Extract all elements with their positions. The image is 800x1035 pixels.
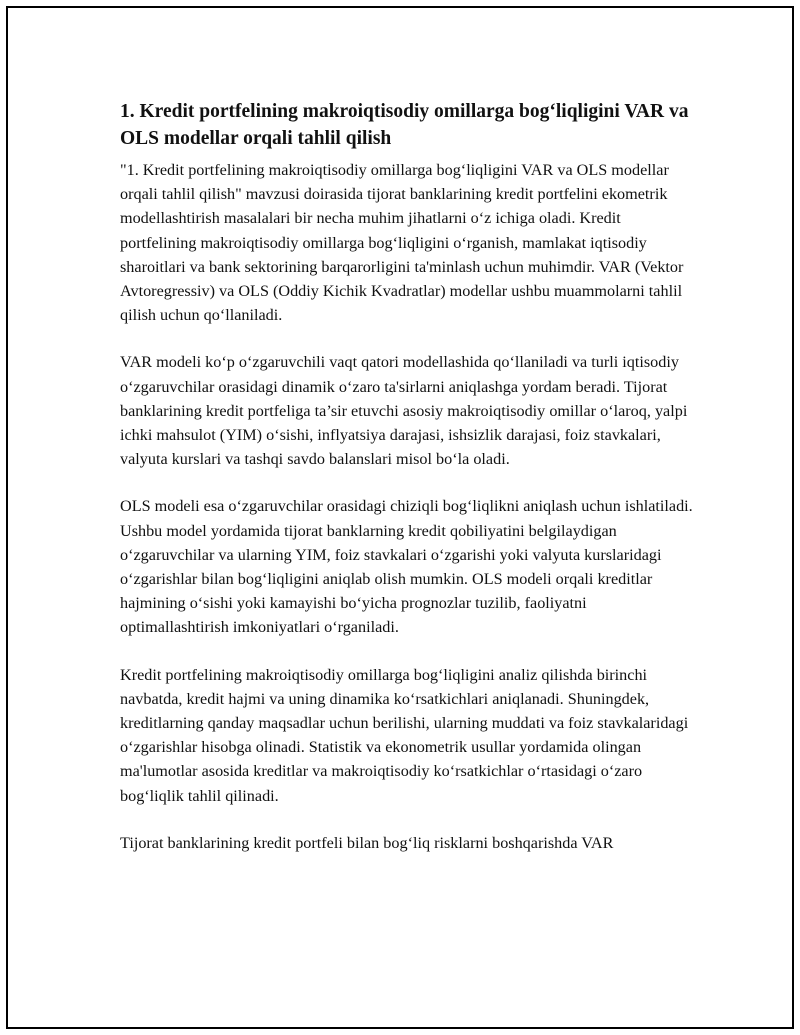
document-body [120,98,696,878]
paragraph-var-model: VAR modeli ko‘p o‘zgaruvchili vaqt qatori modellashida qo‘llaniladi va turli iqtisodiy o‘zgaruvchilar orasidagi dinamik o‘zaro ta'sirlarni aniqlashga yordam beradi. Tijorat banklarining kredit portfeliga ta’sir etuvchi asosiy makroiqtisodiy omillar o‘laroq, yalpi ichki mahsulot (YIM) o‘sishi, inflyatsiya darajasi, ishsizlik darajasi, foiz stavkalari, valyuta kurslari va tashqi savdo balanslari misol bo‘la oladi. [120,353,688,469]
paragraph-ols-model: OLS modeli esa o‘zgaruvchilar orasidagi chiziqli bog‘liqlikni aniqlash uchun ishlatiladi. Ushbu model yordamida tijorat banklarning kredit qobiliyatini belgilaydigan o‘zgaruvchilar va ularning YIM, foiz stavkalari o‘zgarishi yoki valyuta kurslaridagi o‘zgarishlar bilan bog‘liqligini aniqlab olish mumkin. OLS modeli orqali kreditlar hajmining o‘sishi yoki kamayishi bo‘yicha prognozlar tuzilib, faoliyatni optimallashtirish imkoniyatlari o‘rganiladi. [120,497,693,637]
page-frame [6,6,794,1029]
document-title: 1. Kredit portfelining makroiqtisodiy omillarga bog‘liqligini VAR va OLS modellar orqali tahlil qilish [120,101,689,149]
paragraph-intro: "1. Kredit portfelining makroiqtisodiy omillarga bog‘liqligini VAR va OLS modellar orqali tahlil qilish" mavzusi doirasida tijorat banklarining kredit portfelini ekometrik modellashtirish masalalari bir necha muhim jihatlarni o‘z ichiga oladi. Kredit portfelining makroiqtisodiy omillarga bog‘liqligini o‘rganish, mamlakat iqtisodiy sharoitlari va bank sektorining barqarorligini ta'minlash uchun muhimdir. VAR (Vektor Avtoregressiv) va OLS (Oddiy Kichik Kvadratlar) modellar ushbu muammolarni tahlil qilish uchun qo‘llaniladi. [120,161,684,325]
paragraph-analysis: Kredit portfelining makroiqtisodiy omillarga bog‘liqligini analiz qilishda birinchi navbatda, kredit hajmi va uning dinamika ko‘rsatkichlari aniqlanadi. Shuningdek, kreditlarning qanday maqsadlar uchun berilishi, ularning muddati va foiz stavkalaridagi o‘zgarishlar hisobga olinadi. Statistik va ekonometrik usullar yordamida olingan ma'lumotlar asosida kreditlar va makroiqtisodiy ko‘rsatkichlar o‘rtasidagi o‘zaro bog‘liqlik tahlil qilinadi. [120,665,689,805]
paragraph-risk-management: Tijorat banklarining kredit portfeli bilan bog‘liq risklarni boshqarishda VAR [120,833,614,852]
